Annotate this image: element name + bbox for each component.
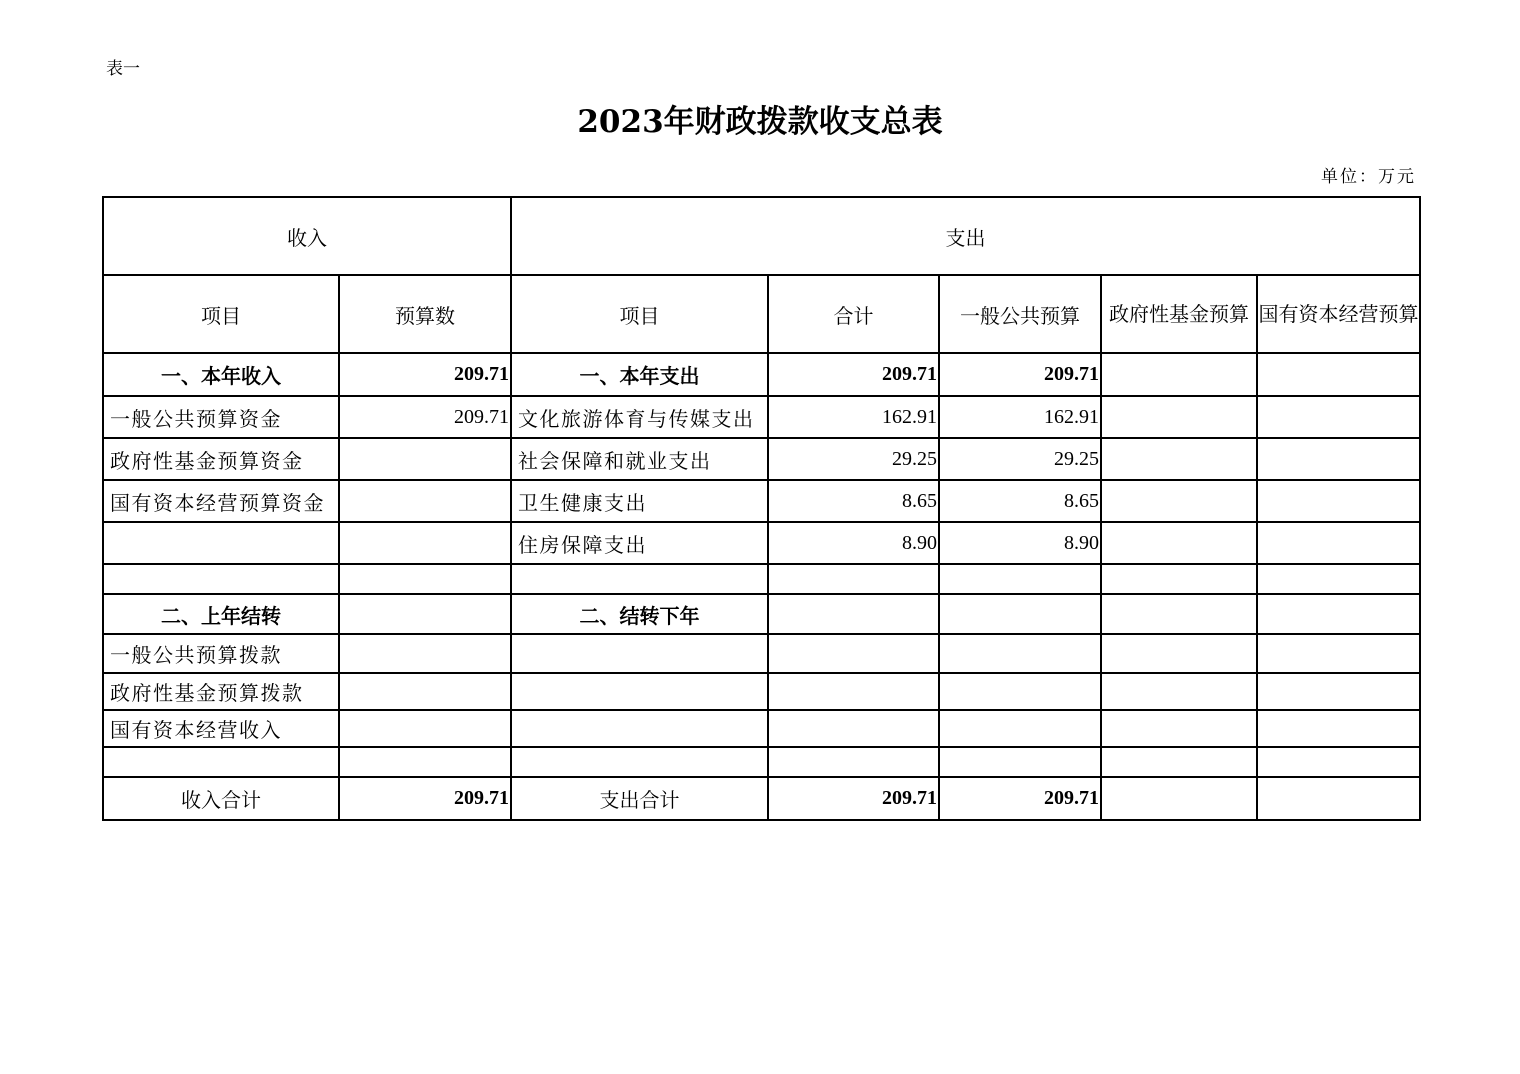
fund-cell: [1101, 522, 1257, 564]
general-cell: [939, 747, 1101, 777]
income-budget-header: 预算数: [339, 275, 511, 353]
state-cell: [1257, 710, 1420, 747]
state-cell: [1257, 673, 1420, 710]
expense-item-cell: 住房保障支出: [511, 522, 768, 564]
total-cell: [768, 634, 939, 673]
total-cell: [768, 747, 939, 777]
state-cell: [1257, 634, 1420, 673]
general-cell: [939, 564, 1101, 594]
general-cell: [939, 710, 1101, 747]
income-value-cell: [339, 634, 511, 673]
total-cell: 8.65: [768, 480, 939, 522]
fund-cell: [1101, 564, 1257, 594]
expense-item-header: 项目: [511, 275, 768, 353]
state-cell: [1257, 396, 1420, 438]
document-title: 2023年财政拨款收支总表: [577, 104, 943, 140]
income-item-cell: 政府性基金预算资金: [103, 438, 339, 480]
table-row: [103, 522, 1420, 564]
expense-item-cell: [511, 564, 768, 594]
general-cell: 29.25: [939, 438, 1101, 480]
expense-item-cell: 卫生健康支出: [511, 480, 768, 522]
total-cell: 8.90: [768, 522, 939, 564]
total-cell: 29.25: [768, 438, 939, 480]
income-value-cell: 209.71: [339, 353, 511, 396]
expense-item-cell: [511, 634, 768, 673]
income-item-cell: 政府性基金预算拨款: [103, 673, 339, 710]
table-row: [103, 710, 1420, 747]
total-cell: [768, 564, 939, 594]
fund-cell: [1101, 396, 1257, 438]
fund-cell: [1101, 747, 1257, 777]
fund-cell: [1101, 777, 1257, 820]
income-item-cell: 一般公共预算拨款: [103, 634, 339, 673]
fund-cell: [1101, 673, 1257, 710]
fund-cell: [1101, 353, 1257, 396]
state-cell: [1257, 564, 1420, 594]
state-cell: [1257, 777, 1420, 820]
budget-table: [102, 196, 1421, 821]
income-item-cell: 一、本年收入: [103, 353, 339, 396]
table-row: [103, 634, 1420, 673]
general-cell: 209.71: [939, 777, 1101, 820]
general-cell: 209.71: [939, 353, 1101, 396]
unit-label: 单位：万元: [1321, 167, 1416, 187]
expense-item-cell: 社会保障和就业支出: [511, 438, 768, 480]
state-capital-header: 国有资本经营预算: [1257, 275, 1420, 353]
general-cell: [939, 673, 1101, 710]
state-cell: [1257, 353, 1420, 396]
total-cell: [768, 710, 939, 747]
expense-item-cell: 支出合计: [511, 777, 768, 820]
table-row: [103, 396, 1420, 438]
general-budget-header: 一般公共预算: [939, 275, 1101, 353]
income-value-cell: [339, 480, 511, 522]
expense-item-cell: [511, 747, 768, 777]
income-value-cell: [339, 673, 511, 710]
totals-row: [103, 777, 1420, 820]
fund-budget-header: 政府性基金预算: [1101, 275, 1257, 353]
income-value-cell: [339, 564, 511, 594]
table-row: [103, 594, 1420, 634]
table-row: [103, 353, 1420, 396]
income-item-cell: 一般公共预算资金: [103, 396, 339, 438]
income-item-cell: 国有资本经营预算资金: [103, 480, 339, 522]
table-row: [103, 480, 1420, 522]
income-item-header: 项目: [103, 275, 339, 353]
income-item-cell: 国有资本经营收入: [103, 710, 339, 747]
income-value-cell: 209.71: [339, 777, 511, 820]
table-row: [103, 564, 1420, 594]
total-header: 合计: [768, 275, 939, 353]
income-value-cell: [339, 710, 511, 747]
table-number: 表一: [106, 59, 140, 79]
column-header-row: [103, 275, 1420, 353]
income-value-cell: [339, 522, 511, 564]
state-cell: [1257, 438, 1420, 480]
group-header-row: [103, 197, 1420, 275]
income-item-cell: [103, 564, 339, 594]
income-item-cell: 收入合计: [103, 777, 339, 820]
expense-item-cell: 一、本年支出: [511, 353, 768, 396]
state-cell: [1257, 480, 1420, 522]
income-group-header: 收入: [103, 197, 511, 275]
income-item-cell: [103, 747, 339, 777]
fund-cell: [1101, 634, 1257, 673]
income-item-cell: [103, 522, 339, 564]
general-cell: 8.90: [939, 522, 1101, 564]
fund-cell: [1101, 710, 1257, 747]
income-value-cell: [339, 594, 511, 634]
fund-cell: [1101, 594, 1257, 634]
expense-group-header: 支出: [511, 197, 1420, 275]
total-cell: [768, 594, 939, 634]
fund-cell: [1101, 438, 1257, 480]
general-cell: [939, 634, 1101, 673]
expense-item-cell: 文化旅游体育与传媒支出: [511, 396, 768, 438]
general-cell: [939, 594, 1101, 634]
income-value-cell: [339, 438, 511, 480]
fund-cell: [1101, 480, 1257, 522]
expense-item-cell: [511, 673, 768, 710]
state-cell: [1257, 522, 1420, 564]
table-row: [103, 438, 1420, 480]
income-value-cell: 209.71: [339, 396, 511, 438]
expense-item-cell: 二、结转下年: [511, 594, 768, 634]
total-cell: [768, 673, 939, 710]
table-row: [103, 673, 1420, 710]
general-cell: 162.91: [939, 396, 1101, 438]
general-cell: 8.65: [939, 480, 1101, 522]
income-item-cell: 二、上年结转: [103, 594, 339, 634]
total-cell: 209.71: [768, 353, 939, 396]
table-row: [103, 747, 1420, 777]
income-value-cell: [339, 747, 511, 777]
state-cell: [1257, 594, 1420, 634]
state-cell: [1257, 747, 1420, 777]
total-cell: 162.91: [768, 396, 939, 438]
expense-item-cell: [511, 710, 768, 747]
total-cell: 209.71: [768, 777, 939, 820]
